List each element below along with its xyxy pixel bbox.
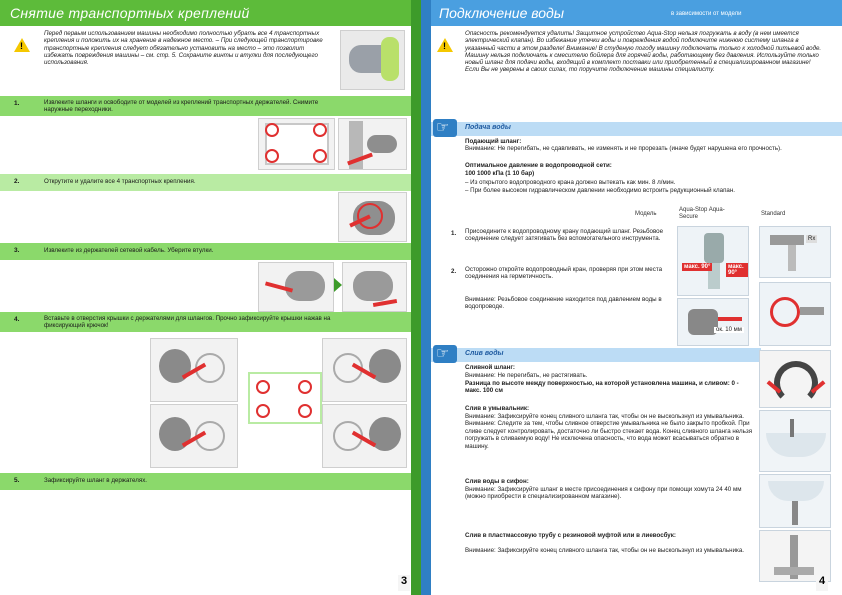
supply-step-1-number: 1. bbox=[451, 230, 457, 237]
right-page bbox=[421, 0, 842, 595]
drain-section-label: Слив воды bbox=[465, 350, 504, 357]
column-standard: Standard bbox=[761, 211, 786, 217]
aqua-stop-illustration bbox=[677, 226, 749, 296]
step-4-photo-br bbox=[322, 404, 407, 468]
pressure-title: Оптимальное давление в водопроводной сети: bbox=[465, 162, 612, 169]
step-2-bar bbox=[0, 174, 411, 191]
step-3-photo-a bbox=[258, 262, 334, 312]
angle-label-left: макс. 90° bbox=[684, 264, 711, 270]
siphon-drain-title: Слив воды в сифон: bbox=[465, 478, 529, 485]
step-3-bar bbox=[0, 243, 411, 260]
step-5-text: Зафиксируйте шланг в держателях. bbox=[44, 477, 148, 484]
pipe-drain-title: Слив в пластмассовую трубу с резиновой муфтой или в лиевосбук: bbox=[465, 532, 676, 539]
supply-hose-warning: Внимание: Не перегибать, не сдавливать, не изменять и не прорезать (иначе будет нарушена его прочность). bbox=[465, 145, 782, 152]
sink-drain-text: Внимание: Зафиксируйте конец сливного шланга так, чтобы он не выскользнул из умывальника. Внимание: Следите за тем, чтобы сливное отверстие умывальника не было закрыто пробкой. При сливе следует контролировать, достаточно ли быстро стекает вода. Конец сливного шланга нельзя погружать в сливаемую воду! Не исключена опасность, что вода может всасываться обратно в машину. bbox=[465, 413, 753, 450]
supply-section-label: Подача воды bbox=[465, 124, 511, 131]
step-4-text: Вставьте в отверстия крышки с держателями для шлангов. Прочно зафиксируйте крышки нажав на фиксирующий крючок! bbox=[44, 315, 331, 330]
step-1-photo-b bbox=[338, 118, 407, 170]
left-page-number: 3 bbox=[398, 575, 410, 591]
left-edge-stripe bbox=[411, 0, 421, 595]
right-page-subtitle: в зависимости от модели bbox=[671, 11, 742, 17]
aqua-stop-illustration-b bbox=[677, 298, 749, 346]
standard-illustration-a bbox=[759, 226, 831, 278]
siphon-illustration bbox=[759, 474, 831, 528]
step-1-text: Извлеките шланги и освободите от моделей из креплений транспортных держателей. Снимите наружные переходники. bbox=[44, 99, 319, 114]
step-1-number: 1. bbox=[14, 100, 20, 107]
column-model: Модель bbox=[635, 211, 657, 217]
dimension-label: ок. 10 мм bbox=[716, 327, 742, 333]
right-edge-stripe bbox=[421, 0, 431, 595]
left-warning-text: Перед первым использованием машины необходимо полностью убрать все 4 транспортных крепления и положить их на хранение в надежное место. – При следующей транспортировке транспортные крепления следует обязательно установить на место – это позволит избежать повреждения машины – см. стр. 5. Сохраните винты и втулки для последующего использования. bbox=[44, 30, 323, 67]
right-header bbox=[431, 0, 842, 26]
warning-icon bbox=[14, 38, 30, 52]
sink-illustration bbox=[759, 410, 831, 472]
pressure-note-1: – Из открытого водопроводного крана должно вытекать как мин. 8 л/мин. bbox=[465, 179, 676, 186]
right-warning-text: Опасность рекомендуется удалить! Защитное устройство Aqua-Stop нельзя погружать в воду (в нем имеется электрический клапан). Во избежание утечки воды и повреждения водой подключите нижнюю систему шланга в указанный части в этом разделе! Внимание! В студеную погоду машину подключать только к холодной питьевой воде. Машину нельзя подключать к смесителю бойлера для горячей воды, работающему без давления. Используйте только новый шланг для подачи воды, входящий в комплект поставки или приобретенный в специализированном магазине! Если Вы не уверены в своих силах, то поручите подключение машины специалисту. bbox=[465, 30, 822, 74]
step-2-photo bbox=[338, 192, 407, 242]
supply-step-2-text: Осторожно откройте водопроводный кран, проверяя при этом места соединения на герметичность. bbox=[465, 266, 663, 281]
column-aqua-stop: Aqua-Stop Aqua-Secure bbox=[679, 207, 725, 220]
step-4-photo-tl bbox=[150, 338, 238, 402]
step-5-bar bbox=[0, 473, 411, 490]
step-4-bar bbox=[0, 312, 411, 332]
pipe-drain-text: Внимание: Зафиксируйте конец сливного шланга так, чтобы он не выскользнул из умывальника. bbox=[465, 547, 745, 554]
sink-drain-title: Слив в умывальник: bbox=[465, 405, 530, 412]
warning-icon bbox=[437, 38, 453, 52]
step-2-text: Открутите и удалите все 4 транспортных крепления. bbox=[44, 178, 196, 185]
pressure-note-2: – При более высоком гидравлическом давлении необходимо встроить редукционный клапан. bbox=[465, 187, 735, 194]
valve-photo bbox=[340, 30, 405, 90]
drain-arch-illustration bbox=[759, 350, 831, 408]
pressure-value: 100 1000 кПа (1 10 бар) bbox=[465, 170, 535, 177]
height-difference: Разница по высоте между поверхностью, на которой установлена машина, и сливом: 0 - макс. 100 см bbox=[465, 380, 739, 395]
step-3-photo-b bbox=[342, 262, 407, 312]
step-2-number: 2. bbox=[14, 178, 20, 185]
supply-step-2-number: 2. bbox=[451, 268, 457, 275]
step-4-photo-center bbox=[248, 372, 322, 424]
step-4-number: 4. bbox=[14, 316, 20, 323]
step-3-text: Извлеките из держателей сетевой кабель. Уберите втулки. bbox=[44, 247, 214, 254]
pointing-hand-icon bbox=[433, 345, 457, 363]
supply-hose-title-text: Подающий шланг: bbox=[465, 138, 522, 145]
drain-hose-title: Сливной шланг: bbox=[465, 364, 515, 371]
step-1-bar bbox=[0, 96, 411, 116]
supply-step-2-note: Внимание: Резьбовое соединение находится под давлением воды в водопроводе. bbox=[465, 296, 662, 311]
pointing-hand-icon bbox=[433, 119, 457, 137]
step-4-photo-tr bbox=[322, 338, 407, 402]
left-header bbox=[0, 0, 411, 26]
angle-label-right: макс. 90° bbox=[726, 263, 748, 277]
step-5-number: 5. bbox=[14, 477, 20, 484]
supply-step-1-text: Присоедините к водопроводному крану подающий шланг. Резьбовое соединение следует затягивать без вспомогательного инструмента. bbox=[465, 228, 664, 243]
right-page-number: 4 bbox=[816, 575, 828, 591]
step-3-number: 3. bbox=[14, 247, 20, 254]
step-3-next-arrow bbox=[334, 278, 342, 292]
siphon-drain-text: Внимание: Зафиксируйте шланг в месте присоединения к сифону при помощи хомута 24 40 мм (можно приобрести в специализированном магазине). bbox=[465, 486, 742, 501]
step-1-photo-a bbox=[258, 118, 335, 170]
standard-illustration-b bbox=[759, 282, 831, 346]
ref-label: Rx bbox=[808, 236, 816, 242]
drain-section-header bbox=[431, 348, 761, 362]
left-page-title: Снятие транспортных креплений bbox=[10, 5, 250, 21]
step-4-photo-bl bbox=[150, 404, 238, 468]
drain-hose-warning: Внимание: Не перегибать, не растягивать. bbox=[465, 372, 588, 379]
right-page-title: Подключение воды bbox=[439, 5, 565, 21]
supply-section-header bbox=[431, 122, 842, 136]
